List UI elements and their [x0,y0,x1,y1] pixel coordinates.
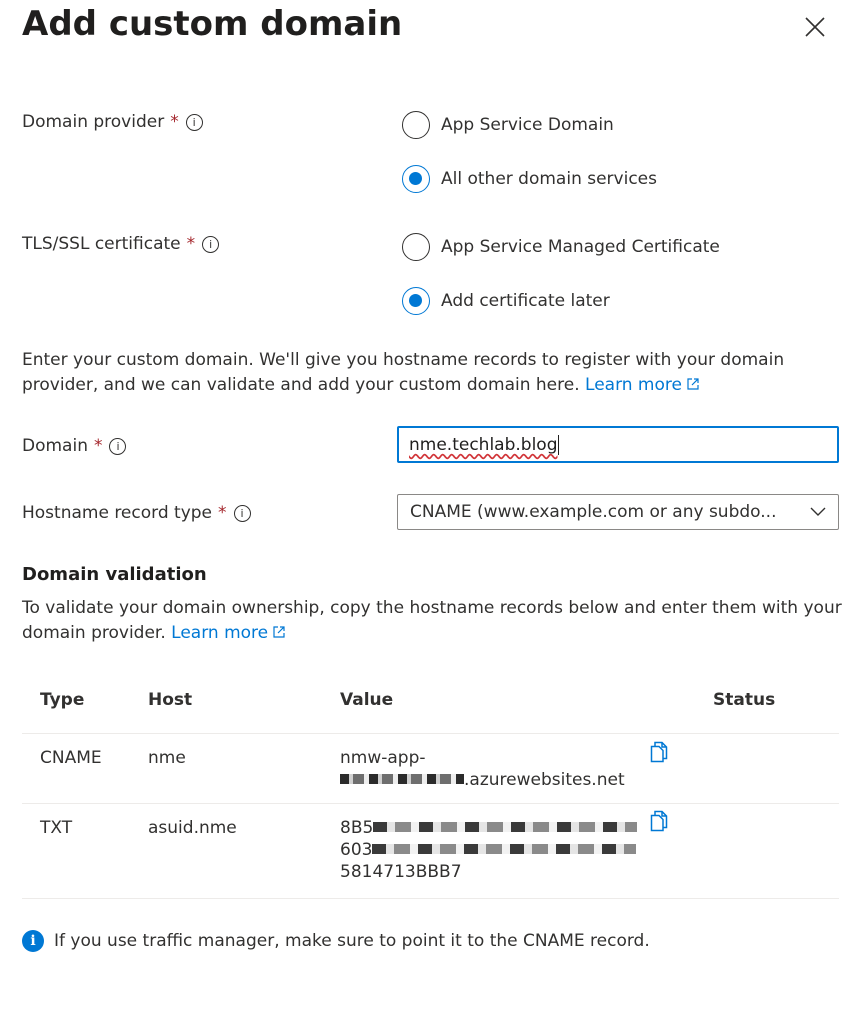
row-txt-type: TXT [40,818,73,838]
copy-icon[interactable] [650,741,668,763]
redacted-text [373,822,637,832]
traffic-manager-notice: i If you use traffic manager, make sure to point it to the CNAME record. [22,930,650,952]
external-link-icon [272,625,286,639]
learn-more-link[interactable]: Learn more [585,375,700,395]
close-button[interactable] [802,14,828,40]
redacted-text [340,774,464,784]
radio-app-service-domain[interactable]: App Service Domain [402,111,614,139]
external-link-icon [686,377,700,391]
tls-certificate-label: TLS/SSL certificate * i [22,234,219,254]
dropdown-selected-value: CNAME (www.example.com or any subdo... [410,502,777,522]
domain-label: Domain * i [22,436,126,456]
column-header-status: Status [713,690,776,710]
required-mark: * [186,234,196,254]
copy-icon[interactable] [650,810,668,832]
redacted-text [372,844,636,854]
radio-managed-certificate[interactable]: App Service Managed Certificate [402,233,720,261]
learn-more-link[interactable]: Learn more [171,623,286,643]
intro-text: Enter your custom domain. We'll give you hostname records to register with your domain provider, and we can validate and add your custom domain here. Learn more [22,350,785,395]
info-icon[interactable]: i [234,505,251,522]
panel-title: Add custom domain [22,4,403,44]
row-txt-host: asuid.nme [148,818,237,838]
row-cname-type: CNAME [40,748,102,768]
column-header-value: Value [340,690,394,710]
radio-circle[interactable] [402,111,430,139]
table-divider [22,898,839,899]
radio-circle-selected[interactable] [402,287,430,315]
hostname-record-type-dropdown[interactable] [397,494,839,530]
info-icon[interactable]: i [186,114,203,131]
hostname-record-type-label: Hostname record type * i [22,503,251,523]
chevron-down-icon [810,507,826,517]
required-mark: * [93,436,103,456]
domain-validation-heading: Domain validation [22,564,207,585]
domain-input[interactable] [397,426,839,463]
copy-cname-value-button[interactable] [650,741,668,763]
radio-all-other-domain-services[interactable]: All other domain services [402,165,657,193]
table-divider [22,803,839,804]
radio-circle-selected[interactable] [402,165,430,193]
required-mark: * [218,503,227,523]
domain-provider-label: Domain provider * i [22,112,203,132]
row-cname-value: nmw-app- .azurewebsites.net [340,748,625,790]
info-icon[interactable]: i [202,236,219,253]
info-icon[interactable]: i [109,438,126,455]
radio-add-certificate-later[interactable]: Add certificate later [402,287,610,315]
table-divider [22,733,839,734]
column-header-host: Host [148,690,193,710]
row-cname-host: nme [148,748,186,768]
radio-circle[interactable] [402,233,430,261]
domain-input-value[interactable]: nme.techlab.blog [409,434,558,455]
close-icon[interactable] [802,14,828,40]
copy-txt-value-button[interactable] [650,810,668,832]
row-txt-value: 8B5 603 5814713BBB7 [340,817,637,883]
required-mark: * [170,112,179,132]
validation-text: To validate your domain ownership, copy the hostname records below and enter them with your domain provider. Learn more [22,598,842,643]
column-header-type: Type [40,690,85,710]
text-caret [558,435,559,455]
info-filled-icon: i [22,930,44,952]
